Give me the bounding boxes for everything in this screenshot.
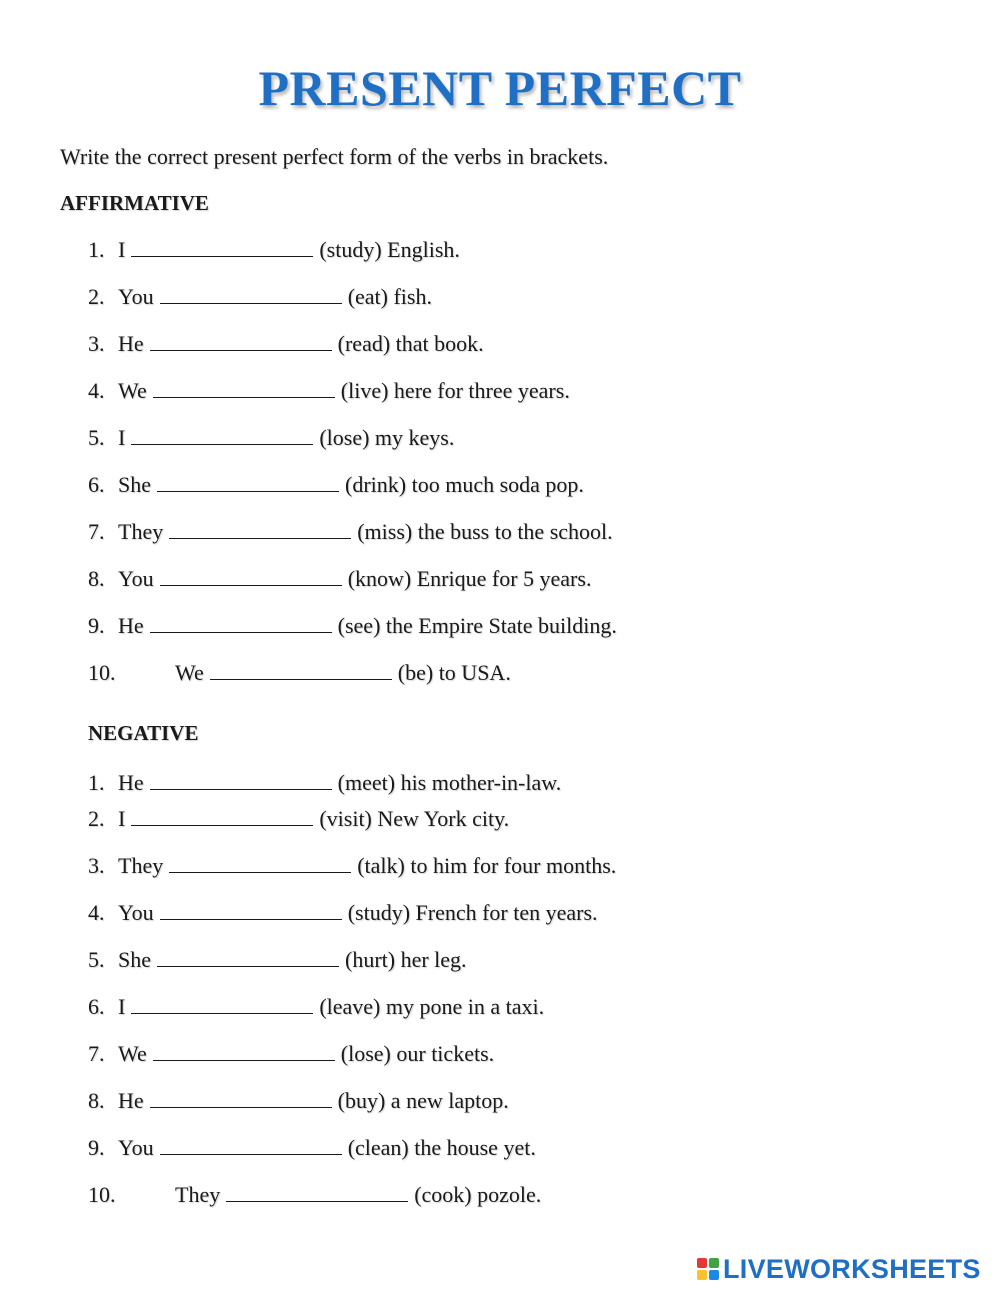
page-title: PRESENT PERFECT [258, 60, 742, 116]
item-number: 1. [88, 770, 105, 795]
item-subject: She [118, 947, 151, 972]
affirmative-item-10 [88, 658, 511, 688]
item-verb-and-rest: (cook) pozole. [414, 1182, 542, 1207]
affirmative-item-7 [88, 517, 613, 547]
logo-square [709, 1270, 719, 1280]
item-subject: We [175, 660, 204, 685]
item-verb-and-rest: (lose) our tickets. [340, 1041, 495, 1066]
item-subject: He [118, 613, 144, 638]
item-number: 4. [88, 378, 105, 403]
negative-item-5 [88, 945, 467, 975]
item-number: 9. [88, 1135, 105, 1160]
item-number: 6. [88, 994, 105, 1019]
item-subject: You [118, 566, 154, 591]
answer-blank[interactable] [169, 852, 351, 873]
negative-item-3 [88, 851, 616, 881]
item-subject: I [118, 237, 126, 262]
item-verb-and-rest: (see) the Empire State building. [337, 613, 617, 638]
item-subject: I [118, 425, 126, 450]
item-verb-and-rest: (be) to USA. [397, 660, 511, 685]
affirmative-item-8 [88, 564, 591, 594]
item-verb-and-rest: (read) that book. [337, 331, 484, 356]
item-subject: I [118, 994, 126, 1019]
item-number: 1. [88, 237, 105, 262]
item-subject: He [118, 770, 144, 795]
item-verb-and-rest: (know) Enrique for 5 years. [347, 566, 592, 591]
item-verb-and-rest: (leave) my pone in a taxi. [319, 994, 545, 1019]
item-subject: They [118, 519, 164, 544]
item-verb-and-rest: (eat) fish. [347, 284, 432, 309]
negative-item-7 [88, 1039, 494, 1069]
item-verb-and-rest: (hurt) her leg. [345, 947, 467, 972]
item-subject: He [118, 331, 144, 356]
item-verb-and-rest: (miss) the buss to the school. [357, 519, 613, 544]
item-verb-and-rest: (clean) the house yet. [347, 1135, 536, 1160]
liveworksheets-logo[interactable] [697, 1254, 981, 1284]
answer-blank[interactable] [150, 612, 332, 633]
item-number: 8. [88, 566, 105, 591]
negative-item-4 [88, 898, 598, 928]
answer-blank[interactable] [160, 565, 342, 586]
answer-blank[interactable] [153, 377, 335, 398]
item-verb-and-rest: (visit) New York city. [319, 806, 510, 831]
logo-square [697, 1258, 707, 1268]
negative-heading: NEGATIVE [88, 721, 199, 745]
item-verb-and-rest: (talk) to him for four months. [357, 853, 617, 878]
logo-squares-icon [697, 1258, 719, 1280]
item-number: 2. [88, 806, 105, 831]
negative-item-9 [88, 1133, 536, 1163]
affirmative-item-4 [88, 376, 570, 406]
item-number: 3. [88, 853, 105, 878]
negative-item-1 [88, 768, 561, 798]
item-number: 7. [88, 519, 105, 544]
logo-square [697, 1270, 707, 1280]
item-verb-and-rest: (meet) his mother-in-law. [337, 770, 562, 795]
item-number: 10. [88, 1182, 116, 1207]
answer-blank[interactable] [169, 518, 351, 539]
answer-blank[interactable] [226, 1181, 408, 1202]
item-verb-and-rest: (study) English. [319, 237, 460, 262]
item-subject: We [118, 1041, 147, 1066]
item-subject: You [118, 1135, 154, 1160]
item-verb-and-rest: (study) French for ten years. [347, 900, 598, 925]
item-number: 7. [88, 1041, 105, 1066]
item-verb-and-rest: (live) here for three years. [340, 378, 570, 403]
answer-blank[interactable] [131, 805, 313, 826]
affirmative-item-6 [88, 470, 584, 500]
item-number: 3. [88, 331, 105, 356]
item-subject: She [118, 472, 151, 497]
item-subject: We [118, 378, 147, 403]
item-verb-and-rest: (drink) too much soda pop. [345, 472, 584, 497]
answer-blank[interactable] [150, 769, 332, 790]
answer-blank[interactable] [150, 1087, 332, 1108]
logo-text: LIVEWORKSHEETS [723, 1254, 981, 1284]
answer-blank[interactable] [153, 1040, 335, 1061]
item-verb-and-rest: (buy) a new laptop. [337, 1088, 509, 1113]
affirmative-item-5 [88, 423, 454, 453]
affirmative-item-1 [88, 235, 460, 265]
answer-blank[interactable] [210, 659, 392, 680]
item-number: 5. [88, 947, 105, 972]
item-number: 10. [88, 660, 116, 685]
affirmative-heading: AFFIRMATIVE [60, 191, 209, 215]
item-number: 9. [88, 613, 105, 638]
item-subject: I [118, 806, 126, 831]
item-number: 5. [88, 425, 105, 450]
item-subject: He [118, 1088, 144, 1113]
item-verb-and-rest: (lose) my keys. [319, 425, 455, 450]
item-number: 6. [88, 472, 105, 497]
affirmative-item-9 [88, 611, 617, 641]
answer-blank[interactable] [131, 424, 313, 445]
answer-blank[interactable] [150, 330, 332, 351]
negative-item-2 [88, 804, 509, 834]
negative-item-10 [88, 1180, 541, 1210]
item-subject: They [118, 853, 164, 878]
logo-square [709, 1258, 719, 1268]
answer-blank[interactable] [131, 993, 313, 1014]
negative-item-6 [88, 992, 544, 1022]
answer-blank[interactable] [157, 471, 339, 492]
item-number: 2. [88, 284, 105, 309]
answer-blank[interactable] [160, 283, 342, 304]
affirmative-item-3 [88, 329, 484, 359]
answer-blank[interactable] [160, 899, 342, 920]
item-subject: You [118, 284, 154, 309]
answer-blank[interactable] [160, 1134, 342, 1155]
instructions: Write the correct present perfect form of the verbs in brackets. [60, 144, 609, 169]
affirmative-item-2 [88, 282, 432, 312]
answer-blank[interactable] [157, 946, 339, 967]
negative-item-8 [88, 1086, 509, 1116]
answer-blank[interactable] [131, 236, 313, 257]
item-subject: You [118, 900, 154, 925]
item-subject: They [175, 1182, 221, 1207]
item-number: 4. [88, 900, 105, 925]
item-number: 8. [88, 1088, 105, 1113]
